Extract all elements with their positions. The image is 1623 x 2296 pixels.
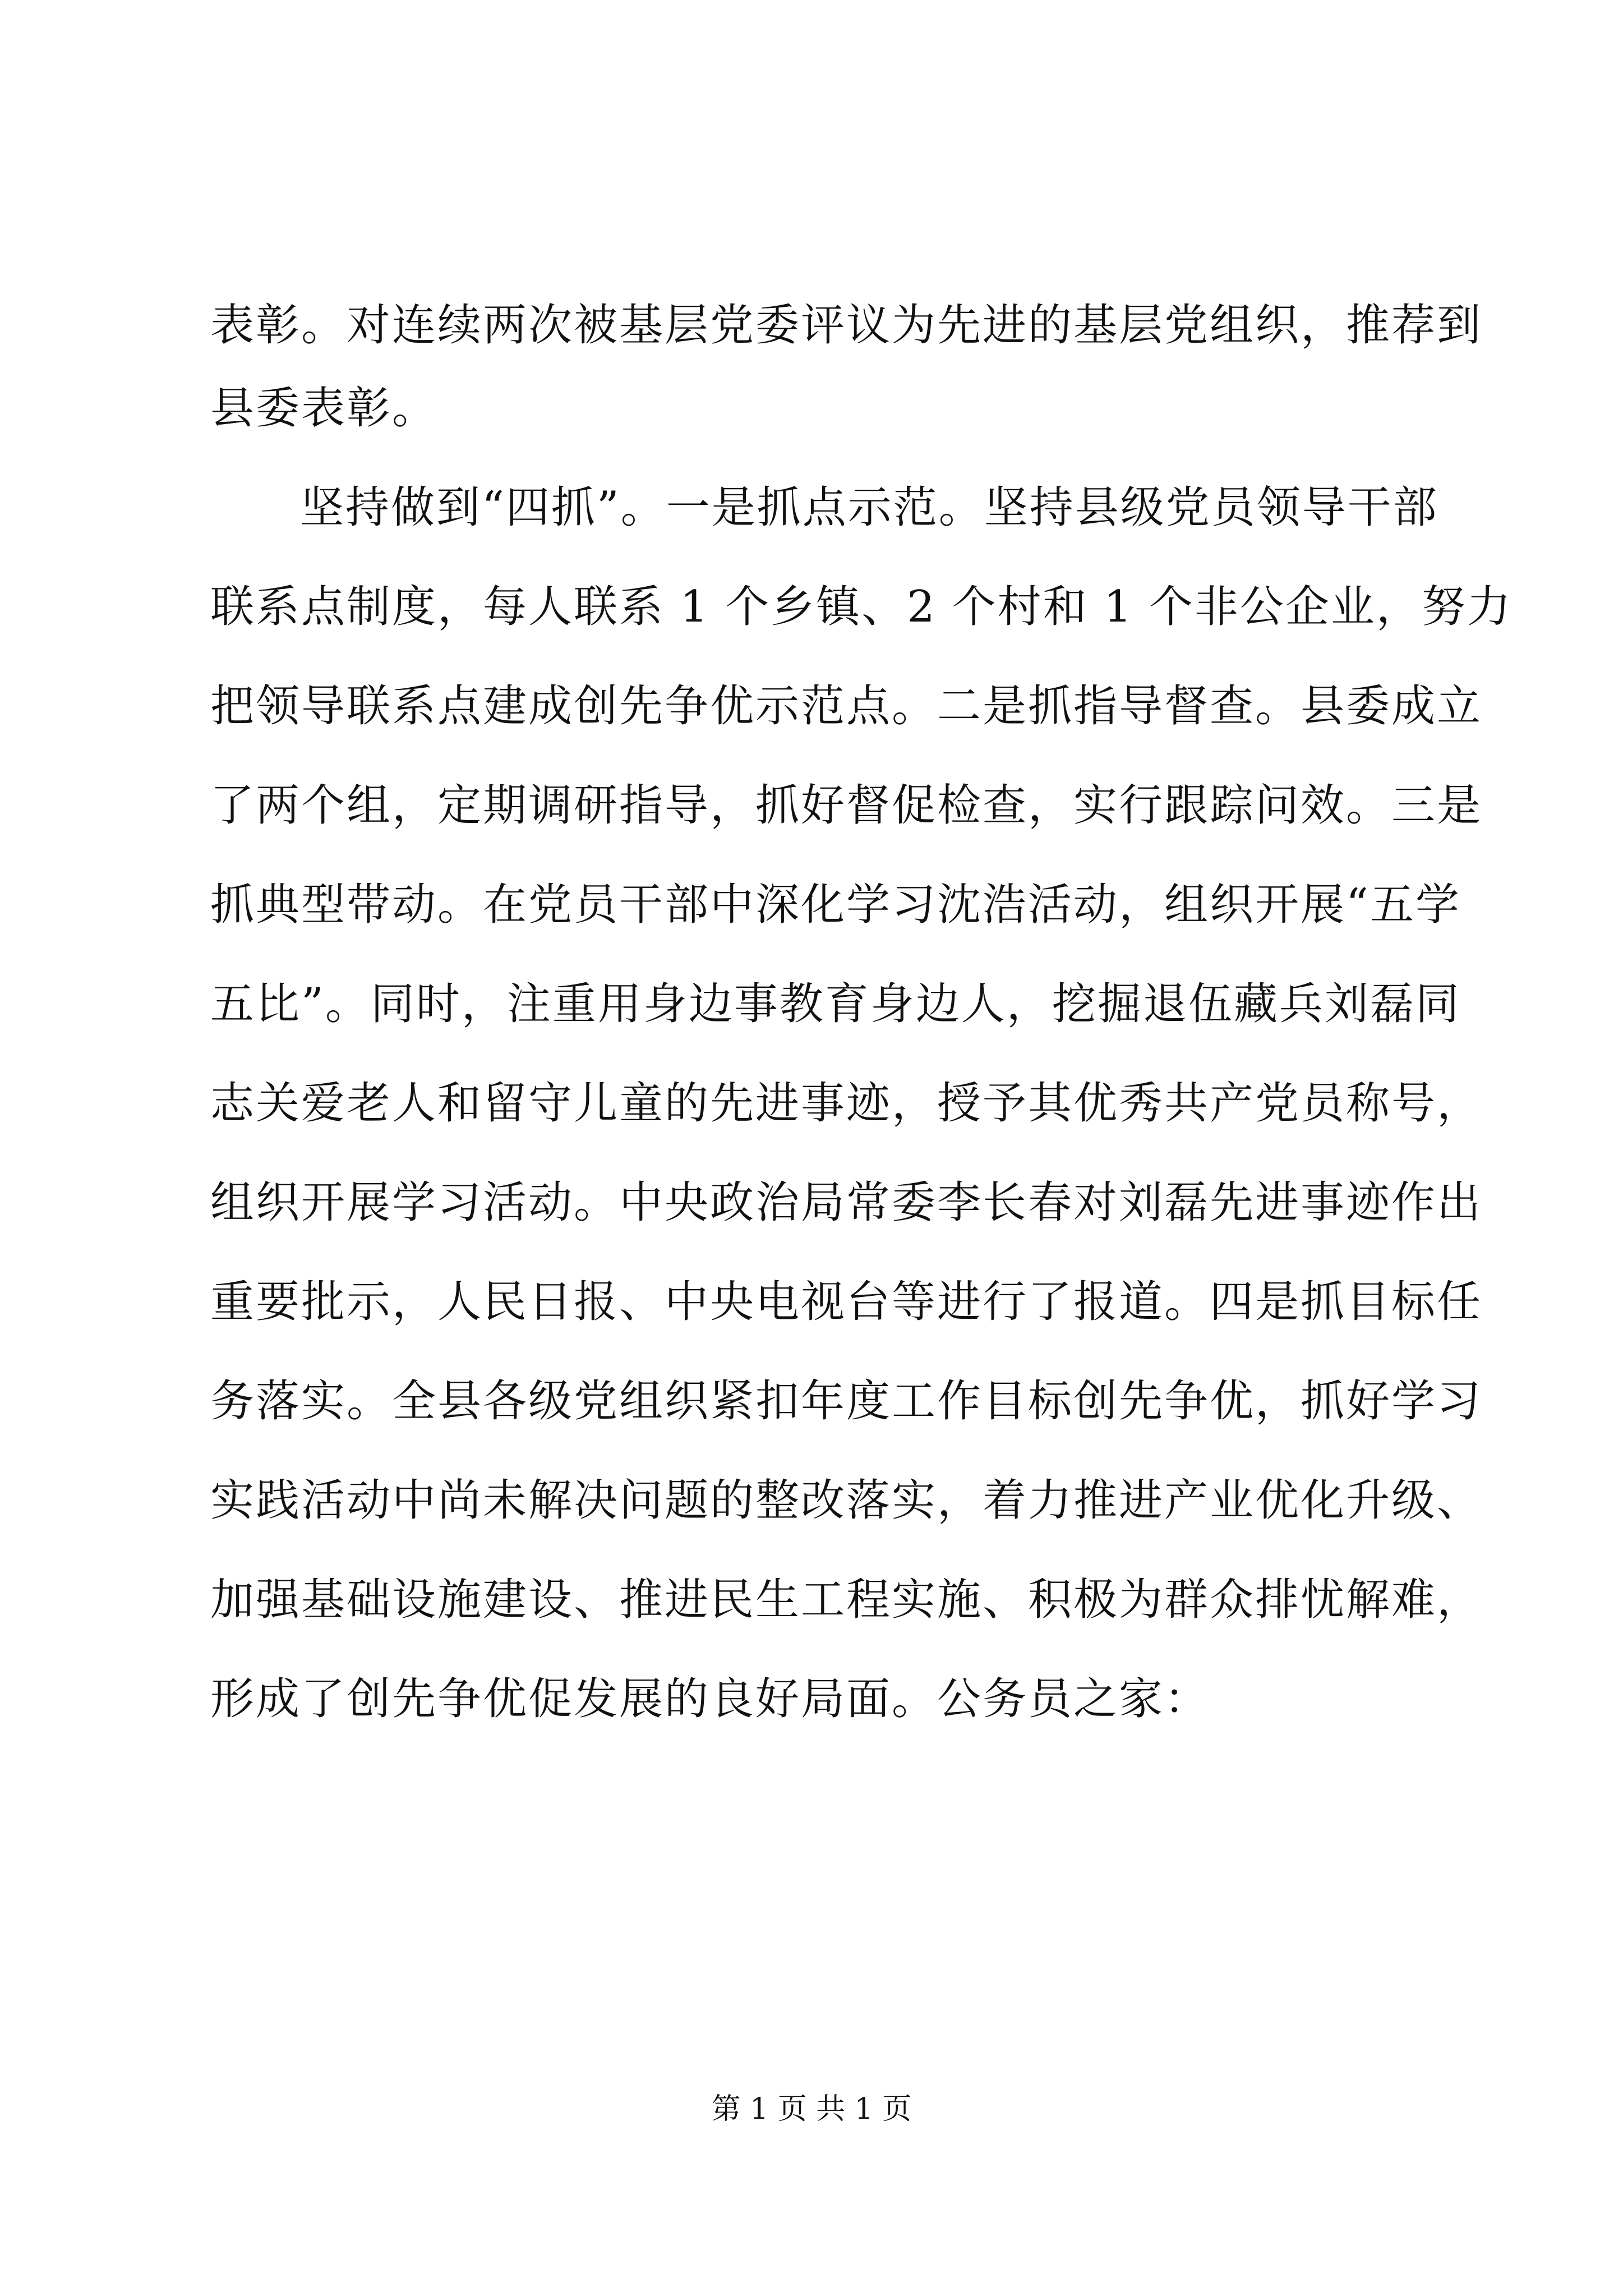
text-line: 实践活动中尚未解决问题的整改落实，着力推进产业优化升级、 xyxy=(210,1475,1483,1526)
text-line: 志关爱老人和留守儿童的先进事迹，授予其优秀共产党员称号， xyxy=(210,1078,1483,1129)
text-line: 组织开展学习活动。中央政治局常委李长春对刘磊先进事迹作出 xyxy=(210,1177,1483,1228)
text-line: 加强基础设施建设、推进民生工程实施、积极为群众排忧解难， xyxy=(210,1575,1483,1625)
page-footer: 第 1 页 共 1 页 xyxy=(711,2092,912,2126)
text-line: 了两个组，定期调研指导，抓好督促检查，实行跟踪问效。三是 xyxy=(210,780,1483,831)
text-line: 五比”。同时，注重用身边事教育身边人，挖掘退伍藏兵刘磊同 xyxy=(210,979,1461,1029)
text-line: 把领导联系点建成创先争优示范点。二是抓指导督查。县委成立 xyxy=(210,681,1483,731)
text-line: 重要批示，人民日报、中央电视台等进行了报道。四是抓目标任 xyxy=(210,1277,1483,1327)
text-line: 形成了创先争优促发展的良好局面。公务员之家： xyxy=(210,1674,1210,1724)
paragraph-first-line: 坚持做到“四抓”。一是抓点示范。坚持县级党员领导干部 xyxy=(300,482,1438,533)
text-line: 县委表彰。 xyxy=(210,383,438,434)
text-line: 务落实。全县各级党组织紧扣年度工作目标创先争优，抓好学习 xyxy=(210,1376,1483,1427)
text-line: 表彰。对连续两次被基层党委评议为先进的基层党组织，推荐到 xyxy=(210,300,1483,351)
text-line: 抓典型带动。在党员干部中深化学习沈浩活动，组织开展“五学 xyxy=(210,880,1461,930)
text-line: 联系点制度，每人联系 1 个乡镇、2 个村和 1 个非公企业，努力 xyxy=(210,582,1513,632)
